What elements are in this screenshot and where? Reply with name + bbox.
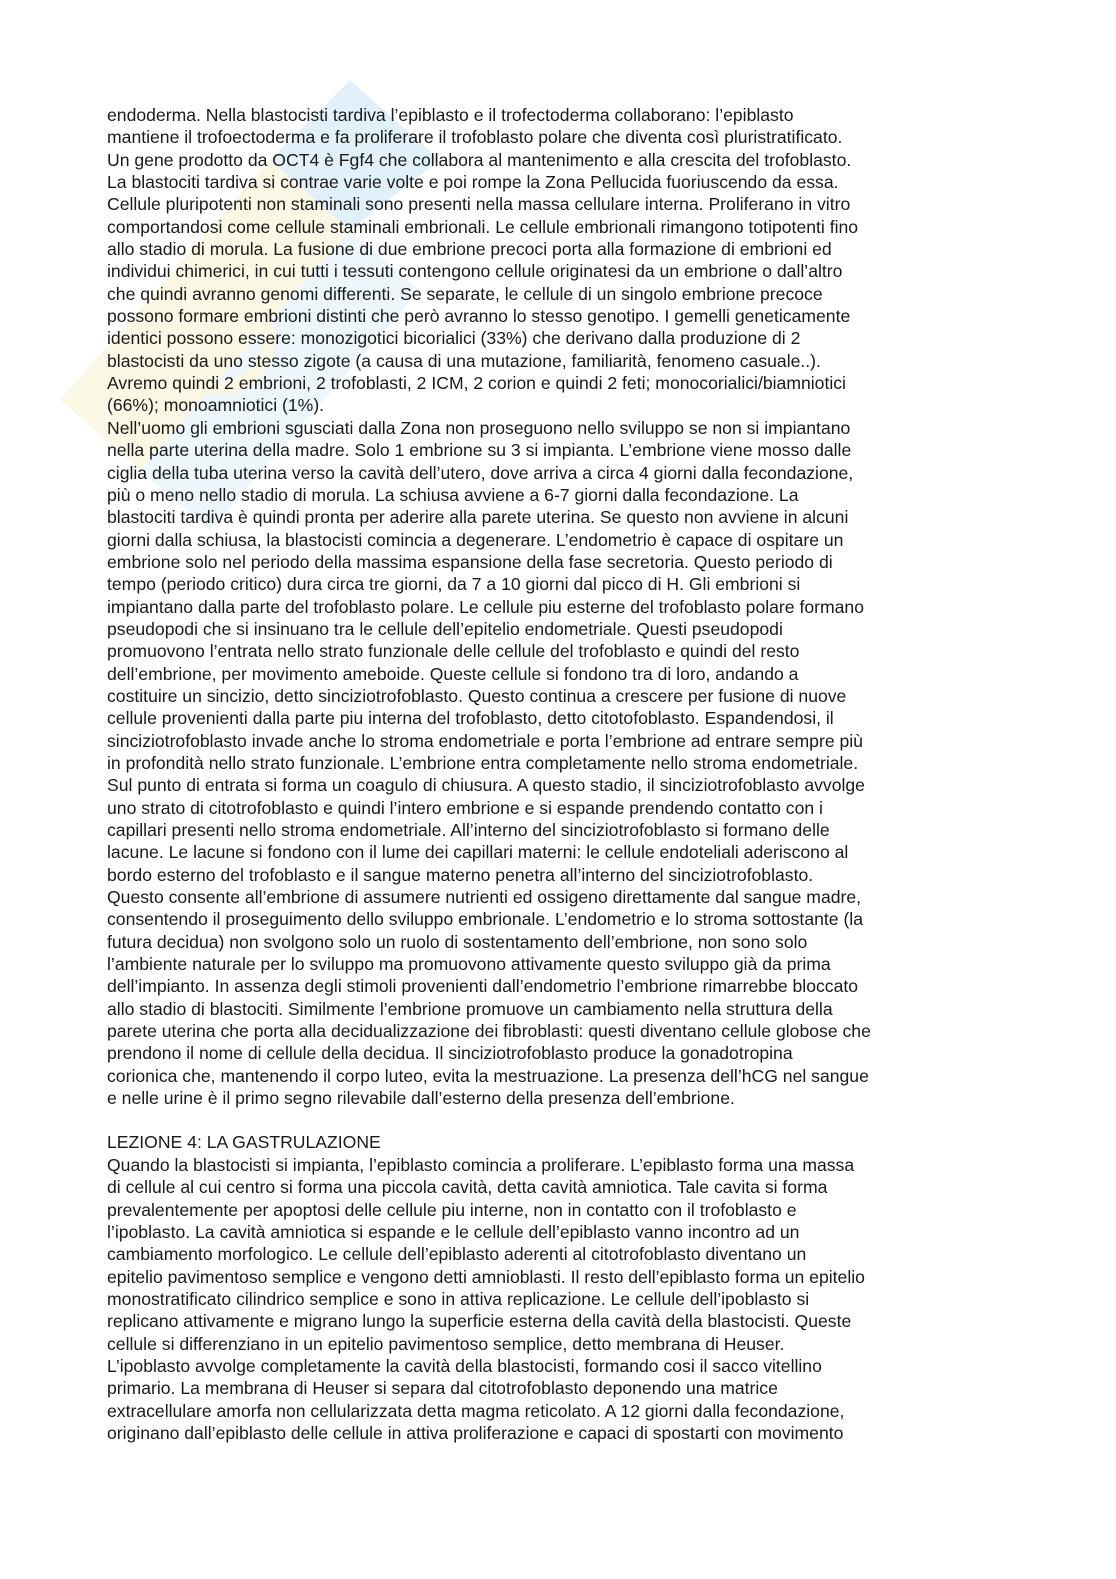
paragraph-implantation: Nell’uomo gli embrioni sgusciati dalla Zona non proseguono nello sviluppo se non si impiantano nella parte uterina della madre. Solo 1 embrione su 3 si impianta. L’embrione viene mosso dalle ciglia della tuba uterina verso la cavità dell’utero, dove arriva a circa 4 giorni dalla fecondazione, più o meno nello stadio di morula. La schiusa avviene a 6-7 giorni dalla fecondazione. La blastociti tardiva è quindi pronta per aderire alla parete uterina. Se questo non avviene in alcuni giorni dalla schiusa, la blastocisti comincia a degenerare. L’endometrio è capace di ospitare un embrione solo nel periodo della massima espansione della fase secretoria. Questo periodo di tempo (periodo critico) dura circa tre giorni, da 7 a 10 giorni dal picco di H. Gli embrioni si impiantano dalla parte del trofoblasto polare. Le cellule piu esterne del trofoblasto polare formano pseudopodi che si insinuano tra le cellule dell’epitelio endometriale. Questi pseudopodi promuovono l’entrata nello strato funzionale delle cellule del trofoblasto e quindi del resto dell’embrione, per movimento ameboide. Queste cellule si fondono tra di loro, andando a costituire un sincizio, detto sinciziotrofoblasto. Questo continua a crescere per fusione di nuove cellule provenienti dalla parte piu interna del trofoblasto, detto citotofoblasto. Espandendosi, il sinciziotrofoblasto invade anche lo stroma endometriale e porta l’embrione ad entrare sempre più in profondità nello strato funzionale. L’embrione entra completamente nello stroma endometriale. Sul punto di entrata si forma un coagulo di chiusura. A questo stadio, il sinciziotrofoblasto avvolge uno strato di citotrofoblasto e quindi l’intero embrione e si espande prendendo contatto con i capillari presenti nello stroma endometriale. All’interno del sinciziotrofoblasto si formano delle lacune. Le lacune si fondono con il lume dei capillari materni: le cellule endoteliali aderiscono al bordo esterno del trofoblasto e il sangue materno penetra all’interno del sinciziotrofoblasto. Questo consente all’embrione di assumere nutrienti ed ossigeno direttamente dal sangue madre, consentendo il proseguimento dello sviluppo embrionale. L’endometrio e lo stroma sottostante (la futura decidua) non svolgono solo un ruolo di sostentamento dell’embrione, non sono solo l’ambiente naturale per lo sviluppo ma promuovono attivamente questo sviluppo già da prima dell’impianto. In assenza degli stimoli provenienti dall’endometrio l’embrione rimarrebbe bloccato allo stadio di blastociti. Similmente l’embrione promuove un cambiamento nella struttura della parete uterina che porta alla decidualizzazione dei fibroblasti: questi diventano cellule globose che prendono il nome di cellule della decidua. Il sinciziotrofoblasto produce la gonadotropina corionica che, mantenendo il corpo luteo, evita la mestruazione. La presenza dell’hCG nel sangue e nelle urine è il primo segno rilevabile dall’esterno della presenza dell’embrione. [107, 417, 871, 1109]
document-body [107, 104, 1027, 1444]
paragraph-blastocyst: endoderma. Nella blastocisti tardiva l’epiblasto e il trofectoderma collaborano: l’epiblasto mantiene il trofoectoderma e fa proliferare il trofoblasto polare che diventa così pluristratificato. Un gene prodotto da OCT4 è Fgf4 che collabora al mantenimento e alla crescita del trofoblasto. La blastociti tardiva si contrae varie volte e poi rompe la Zona Pellucida fuoriuscendo da essa. Cellule pluripotenti non staminali sono presenti nella massa cellulare interna. Proliferano in vitro comportandosi come cellule staminali embrionali. Le cellule embrionali rimangono totipotenti fino allo stadio di morula. La fusione di due embrione precoci porta alla formazione di embrioni ed individui chimerici, in cui tutti i tessuti contengono cellule originatesi da un embrione o dall’altro che quindi avranno genomi differenti. Se separate, le cellule di un singolo embrione precoce possono formare embrioni distinti che però avranno lo stesso genotipo. I gemelli geneticamente identici possono essere: monozigotici bicorialici (33%) che derivano dalla produzione di 2 blastocisti da uno stesso zigote (a causa di una mutazione, familiarità, fenomeno casuale..). Avremo quindi 2 embrioni, 2 trofoblasti, 2 ICM, 2 corion e quindi 2 feti; monocorialici/biamniotici (66%); monoamniotici (1%). [107, 105, 859, 416]
paragraph-gastrulation: Quando la blastocisti si impianta, l’epiblasto comincia a proliferare. L’epiblasto forma una massa di cellule al cui centro si forma una piccola cavità, detta cavità amniotica. Tale cavita si forma prevalentemente per apoptosi delle cellule piu interne, non in contatto con il trofoblasto e l’ipoblasto. La cavità amniotica si espande e le cellule dell’epiblasto vanno incontro ad un cambiamento morfologico. Le cellule dell’epiblasto aderenti al citotrofoblasto diventano un epitelio pavimentoso semplice e vengono detti amnioblasti. Il resto dell’epiblasto forma un epitelio monostratificato cilindrico semplice e sono in attiva replicazione. Le cellule dell’ipoblasto si replicano attivamente e migrano lungo la superficie esterna della cavità della blastocisti. Queste cellule si differenziano in un epitelio pavimentoso semplice, detto membrana di Heuser. L’ipoblasto avvolge completamente la cavità della blastocisti, formando cosi il sacco vitellino primario. La membrana di Heuser si separa dal citotrofoblasto deponendo una matrice extracellulare amorfa non cellularizzata detta magma reticolato. A 12 giorni dalla fecondazione, originano dall’epiblasto delle cellule in attiva proliferazione e capaci di spostarti con movimento [107, 1154, 865, 1443]
section-heading: LEZIONE 4: LA GASTRULAZIONE [107, 1132, 381, 1153]
